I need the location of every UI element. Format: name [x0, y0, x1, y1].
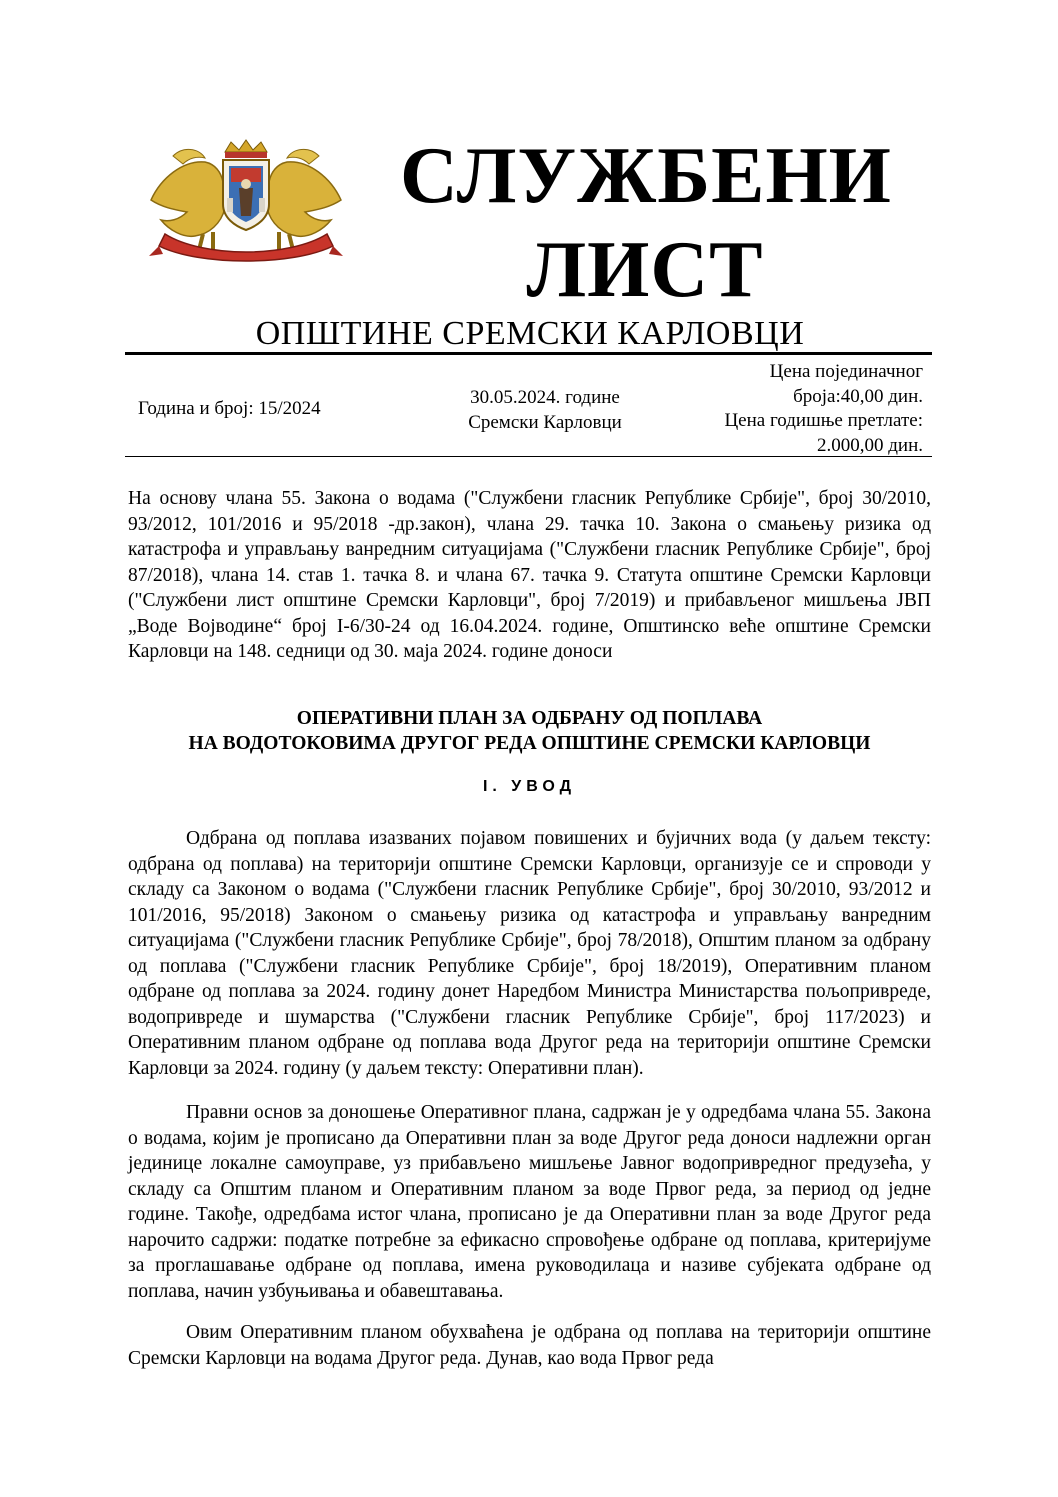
document-heading-line2: НА ВОДОТОКОВИМА ДРУГОГ РЕДА ОПШТИНЕ СРЕМСКИ КАРЛОВЦИ: [188, 733, 871, 754]
intro-paragraph: На основу члана 55. Закона о водама ("Службени гласник Републике Србије", број 30/2010, 93/2012, 101/2016 и 95/2018 -др.закон), члана 29. тачка 10. Закона о смањењу ризика од катастрофа и управљању ванредним ситуацијама ("Службени гласник Републике Србије", број 87/2018), члана 14. став 1. тачка 8. и члана 67. тачка 9. Статута општине Сремски Карловци ("Службени лист општине Сремски Карловци", број 7/2019) и прибављеног мишљења ЈВП „Воде Војводине“ број I-6/30-24 од 16.04.2024. године, Општинско веће општине Сремски Карловци на 148. седници од 30. маја 2024. године доноси: [128, 488, 931, 662]
price-annual-line2: 2.000,00 дин.: [816, 434, 923, 456]
price-single-line1: Цена појединачног: [769, 361, 923, 382]
body-paragraph: Овим Оперативним планом обухваћена је одбрана од поплава на територији општине Сремски Карловци на водама Другог реда. Дунав, као вода Првог реда: [128, 1322, 931, 1369]
issue-place: Сремски Карловци: [468, 412, 622, 433]
coat-of-arms-icon: [143, 138, 349, 266]
issue-number: Година и број: 15/2024: [138, 398, 321, 419]
header-divider-bottom: [125, 456, 932, 457]
price-info: [680, 360, 923, 458]
issue-date: 30.05.2024. године: [470, 387, 620, 408]
issue-date-place: [440, 385, 650, 435]
masthead-title-line2: ЛИСТ: [526, 226, 764, 314]
section-heading: I. УВОД: [482, 778, 577, 795]
body-paragraph: Одбрана од поплава изазваних појавом повишених и бујичних вода (у даљем тексту: одбрана од поплава) на територији општине Сремски Карловци, организује се и спроводи у складу са Законом о водама ("Службени гласник Републике Србије", број 30/2010, 93/2012 и 101/2016, 95/2018) Законом о смањењу ризика од катастрофа и управљању ванредним ситуацијама ("Службени гласник Републике Србије", број 78/2018), Општим планом за одбрану од поплава ("Службени гласник Републике Србије", број 18/2019), Оперативним планом одбране од поплава за 2024. годину донет Наредбом Министра Министарства пољопривреде, водопривреде и шумарства ("Службени гласник Републике Србије", број 117/2023) и Оперативним планом одбране од поплава вода Другог реда на територији општине Сремски Карловци за 2024. годину (у даљем тексту: Оперативни план).: [128, 828, 931, 1079]
price-single-line2: броја:40,00 дин.: [793, 385, 923, 407]
header-divider-top: [125, 352, 932, 355]
price-annual-line1: Цена годишње претлате:: [724, 410, 923, 431]
document-heading-line1: ОПЕРАТИВНИ ПЛАН ЗА ОДБРАНУ ОД ПОПЛАВА: [296, 708, 763, 729]
body-paragraph: Правни основ за доношење Оперативног плана, садржан је у одредбама члана 55. Закона о водама, којим је прописано да Оперативни план за воде Другог реда доноси надлежни орган јединице локалне самоуправе, уз прибављено мишљење Јавног водопривредног предузећа, у складу са Општим планом и Оперативним планом за воде Првог реда, за период од једне године. Такође, одредбама истог члана, прописано је да Оперативни план за воде Другог реда нарочито садржи: податке потребне за ефикасно спровођење одбране од поплава, критеријуме за проглашавање одбране од поплава, имена руководилаца и називе субјеката одбране од поплава, начин узбуњивања и обавештавања.: [128, 1102, 931, 1302]
masthead-subtitle: ОПШТИНЕ СРЕМСКИ КАРЛОВЦИ: [255, 315, 805, 352]
masthead-title-line1: СЛУЖБЕНИ: [400, 132, 892, 220]
